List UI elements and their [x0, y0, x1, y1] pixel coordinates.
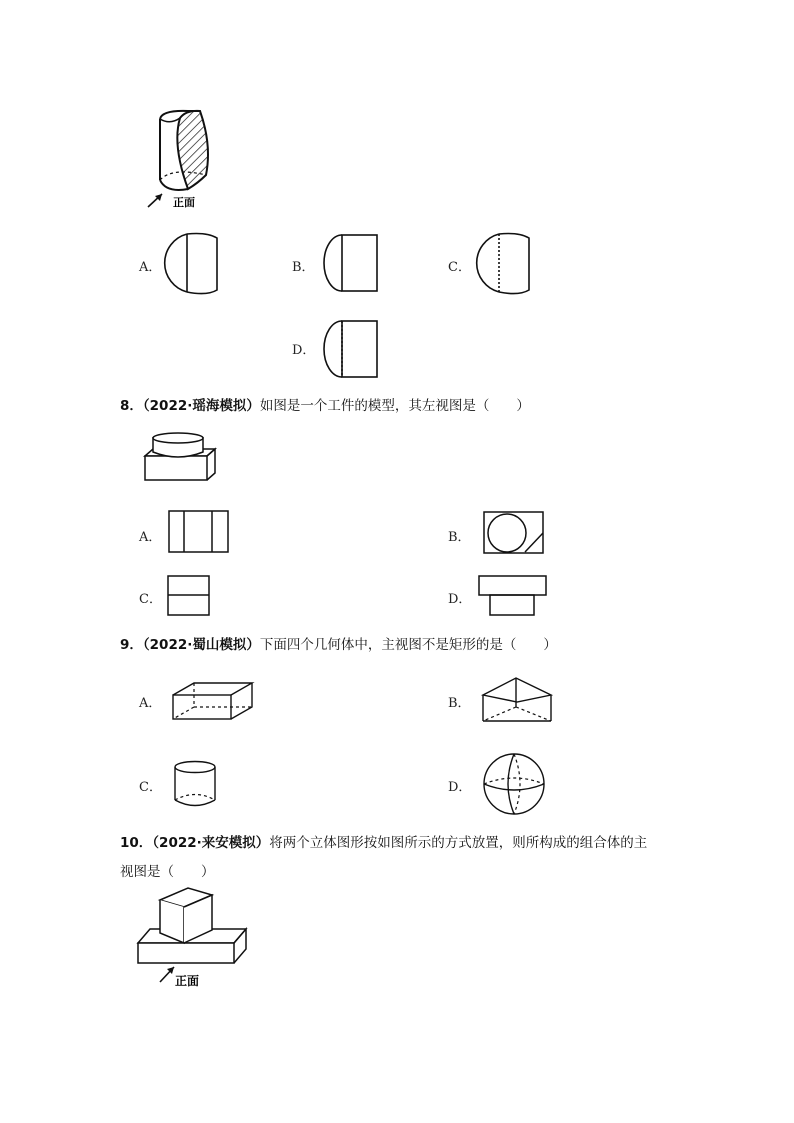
q9-option-b-label: B． — [448, 696, 471, 711]
q7-option-a-label: A． — [139, 260, 162, 275]
q7-option-b-label: B． — [292, 260, 315, 275]
q10-stem-line2: 视图是（ ） — [120, 864, 215, 880]
q8-option-b-label: B． — [448, 530, 471, 545]
q10-text: 将两个立体图形按如图所示的方式放置，则所构成的组合体的主 — [269, 835, 648, 851]
q8-option-c-label: C． — [139, 592, 162, 607]
q10-front-label: 正面 — [175, 974, 200, 988]
q7-option-b-figure[interactable] — [322, 234, 380, 294]
q8-model-figure — [143, 432, 217, 484]
q7-option-c-label: C． — [448, 260, 471, 275]
q9-option-a-label: A． — [139, 696, 162, 711]
q8-option-a-label: A． — [139, 530, 162, 545]
q8-option-c-figure[interactable] — [167, 575, 211, 617]
q8-option-d-label: D． — [448, 592, 472, 607]
q9-option-a-figure[interactable] — [172, 681, 254, 721]
q7-option-d-figure[interactable] — [322, 320, 380, 380]
q8-source: （2022·瑶海模拟） — [142, 398, 260, 414]
q9-option-d-figure[interactable] — [482, 752, 546, 816]
q7-option-c-figure[interactable] — [475, 232, 533, 296]
q9-number: 9． — [120, 637, 143, 653]
q8-option-b-figure[interactable] — [483, 511, 545, 555]
q10-combined-solid-figure — [136, 885, 248, 991]
q8-stem — [120, 394, 530, 414]
q7-front-label: 正面 — [173, 196, 195, 209]
q10-number: 10． — [120, 835, 153, 851]
q10-stem — [120, 831, 647, 851]
q10-source: （2022·来安模拟） — [152, 835, 270, 851]
q8-option-a-figure[interactable] — [168, 510, 230, 554]
q9-option-b-figure[interactable] — [482, 676, 554, 724]
q7-option-d-label: D． — [292, 343, 316, 358]
q9-stem — [120, 633, 557, 653]
q9-source: （2022·蜀山模拟） — [142, 637, 260, 653]
q9-option-c-figure[interactable] — [173, 760, 219, 808]
q9-option-d-label: D． — [448, 780, 472, 795]
q8-text: 如图是一个工件的模型，其左视图是（ ） — [259, 398, 530, 414]
q9-option-c-label: C． — [139, 780, 162, 795]
q9-text: 下面四个几何体中，主视图不是矩形的是（ ） — [259, 637, 557, 653]
q7-solid-figure — [140, 105, 230, 213]
q7-option-a-figure[interactable] — [163, 232, 221, 296]
q8-number: 8． — [120, 398, 143, 414]
q8-option-d-figure[interactable] — [478, 575, 548, 617]
